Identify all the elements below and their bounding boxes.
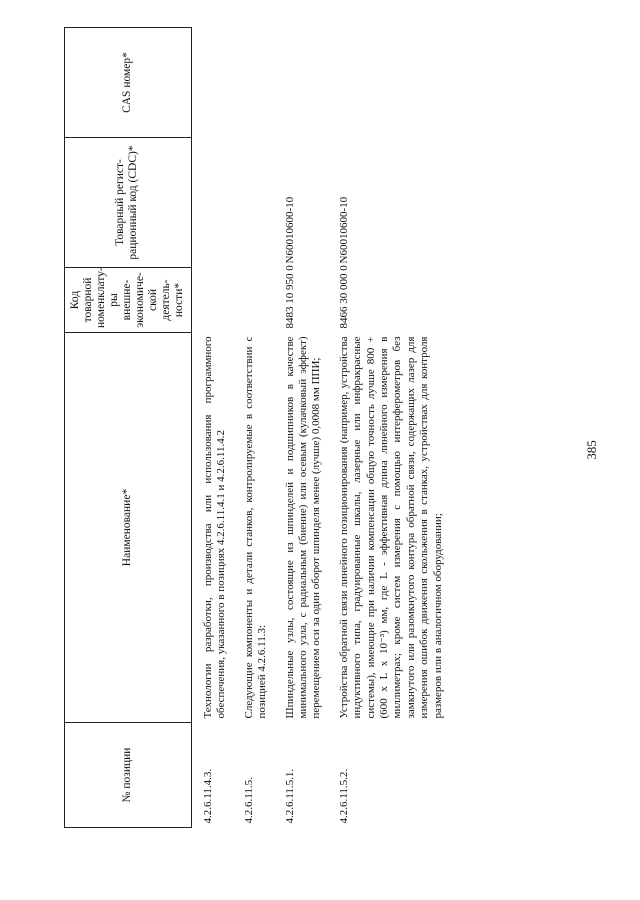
- table-row: [328, 28, 449, 828]
- header-cas: CAS номер*: [65, 28, 192, 138]
- row-cas: [274, 28, 328, 138]
- row-code: 8466 30 000 0: [337, 265, 350, 329]
- row-cas: [233, 28, 274, 138]
- header-position: № позиции: [65, 723, 192, 828]
- page-number: 385: [584, 440, 599, 460]
- row-position: 4.2.6.11.5.2.: [337, 768, 350, 824]
- row-code: [233, 268, 274, 333]
- table-row: [274, 28, 328, 828]
- row-position: 4.2.6.11.5.: [242, 777, 255, 824]
- table-header-row: [65, 28, 192, 828]
- row-cdc: [233, 138, 274, 268]
- row-cdc: N60010600-10: [337, 196, 350, 264]
- table-row: [233, 28, 274, 828]
- row-code: [192, 268, 233, 333]
- row-cas: [192, 28, 233, 138]
- row-position: 4.2.6.11.4.3.: [202, 768, 214, 824]
- row-position: 4.2.6.11.5.1.: [283, 768, 296, 824]
- row-name: Технологии разработки, производства или использования программного обеспечения, указанного в позициях 4.2.6.11.4.1 и 4.2.6.11.4.2: [202, 336, 228, 719]
- document-table: [64, 27, 449, 828]
- row-name: Следующие компоненты и детали станков, контролируемые в соответствии с позицией 4.2.6.11.3:: [242, 336, 269, 719]
- row-cas: [328, 28, 449, 138]
- header-cdc: Товарный регист-рационный код (CDC)*: [65, 138, 192, 268]
- table-row: [192, 28, 233, 828]
- row-name: Устройства обратной связи линейного позиционирования (например, устройства индуктивного типа, градуированные шкалы, лазерные или инфракрасные системы), имеющие при наличии компенсации общую точность лучше 800 + (600 x L x 10⁻³) мм, где L - эффективная длина линейного измерения в миллиметрах; кроме систем измерения с помощью интерферометров без замкнутого или разомкнутого контура обратной связи, содержащих лазер для измерения ошибок движения скольжения в станках, устройствах для контроля размеров или в аналогичном оборудовании;: [337, 336, 444, 719]
- row-cdc: [192, 138, 233, 268]
- row-cdc: N60010600-10: [283, 196, 296, 264]
- header-code: Код товарной номенклату-ры внешне-экономиче-ской деятель-ности*: [65, 268, 192, 333]
- row-code: 8483 10 950 0: [283, 265, 296, 329]
- row-name: Шпиндельные узлы, состоящие из шпинделей и подшипников в качестве минимального узла, с радиальным (биение) или осевым (кулачковый эффект) перемещением оси за один оборот шпинделя менее (лучше) 0,0008 мм ППИ;: [283, 336, 323, 719]
- header-name: Наименование*: [65, 333, 192, 723]
